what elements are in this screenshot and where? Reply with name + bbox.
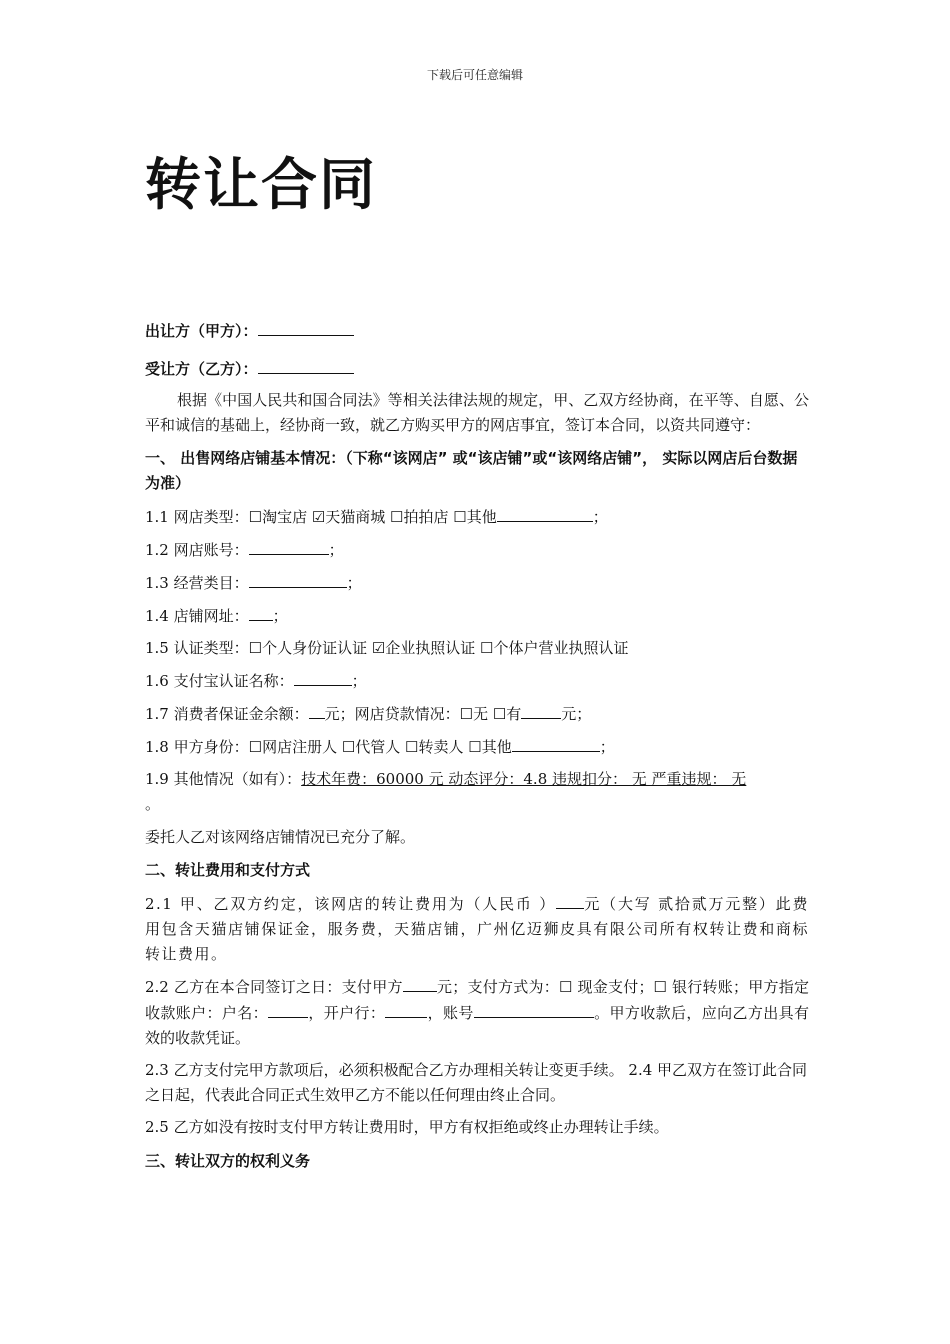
item-1-7 [145, 701, 809, 727]
item-1-4 [145, 603, 809, 629]
item-1-6-end: ； [351, 672, 367, 690]
item-1-9-details: 技术年费：60000 元 动态评分：4.8 违规扣分： 无 严重违规： 无 [301, 770, 747, 788]
clause-2-2-blank-b [268, 1000, 308, 1018]
item-1-7-blank-b [521, 701, 561, 719]
item-1-8 [145, 734, 809, 760]
item-1-7-text-c: 元； [561, 705, 592, 723]
item-1-1-text: 1.1 网店类型：☐淘宝店 ☑天猫商城 ☐拍拍店 ☐其他 [145, 508, 497, 526]
document-body [145, 318, 809, 1174]
item-1-8-end: ； [599, 738, 615, 756]
page-header: 下载后可任意编辑 [426, 68, 523, 82]
clause-2-2-text-a: 2.2 乙方在本合同签订之日：支付甲方 [145, 978, 403, 996]
document-title: 转让合同 [145, 153, 377, 218]
clause-2-2-text-b: 元；支付方式为：☐ 现金支付；☐ 银行转账；甲方指定收款账户：户名： [145, 978, 809, 1022]
item-1-2 [145, 537, 809, 563]
clause-2-2-text-d: ，账号 [427, 1004, 474, 1022]
item-1-9-label: 1.9 其他情况（如有）： [145, 770, 302, 788]
section-3-heading: 三、转让双方的权利义务 [145, 1152, 311, 1170]
clause-2-2-text-e: 。甲方收款后，应向乙方出具有效的收款凭证。 [145, 1004, 809, 1047]
clause-2-1-blank [556, 891, 584, 909]
item-1-7-text-b: 元；网店贷款情况：☐无 ☐有 [324, 705, 522, 723]
party-b-label: 受让方（乙方）： [145, 360, 258, 378]
item-1-6-text: 1.6 支付宝认证名称： [145, 672, 294, 690]
clause-2-5: 2.5 乙方如没有按时支付甲方转让费用时，甲方有权拒绝或终止办理转让手续。 [145, 1118, 669, 1136]
item-1-4-text: 1.4 店铺网址： [145, 607, 249, 625]
item-1-6-blank [294, 668, 352, 686]
clause-2-1-text-a: 2.1 甲、乙双方约定，该网店的转让费用为（人民币 ） [145, 895, 557, 913]
intro-paragraph: 根据《中国人民共和国合同法》等相关法律法规的规定，甲、乙双方经协商，在平等、自愿、公平和诚信的基础上，经协商一致，就乙方购买甲方的网店事宜，签订本合同，以资共同遵守： [145, 391, 809, 434]
item-1-5: 1.5 认证类型：☐个人身份证认证 ☑企业执照认证 ☐个体户营业执照认证 [145, 639, 629, 657]
clause-2-2-blank-a [403, 974, 437, 992]
item-1-3-end: ； [346, 574, 362, 592]
item-1-4-end: ； [272, 607, 288, 625]
item-1-8-blank [512, 734, 600, 752]
item-1-1-blank [497, 504, 593, 522]
entrust-statement: 委托人乙对该网络店铺情况已充分了解。 [145, 828, 416, 846]
item-1-2-blank [249, 537, 329, 555]
clause-2-1 [145, 891, 809, 967]
item-1-2-text: 1.2 网店账号： [145, 541, 249, 559]
item-1-7-text-a: 1.7 消费者保证金余额： [145, 705, 309, 723]
clause-2-2-blank-c [385, 1000, 427, 1018]
item-1-7-blank-a [309, 701, 325, 719]
section-2-heading: 二、转让费用和支付方式 [145, 861, 311, 879]
item-1-1-end: ； [592, 508, 608, 526]
clause-2-1-text-b: 元（大写 贰拾贰万元整）此费用包含天猫店铺保证金，服务费，天猫店铺，广州亿迈狮皮具有限公司所有权转让费和商标转让费用。 [145, 895, 809, 963]
party-a-label: 出让方（甲方）： [145, 322, 258, 340]
item-1-3 [145, 570, 809, 596]
item-1-3-blank [249, 570, 347, 588]
item-1-4-blank [249, 603, 273, 621]
item-1-1 [145, 504, 809, 530]
party-a-line [145, 318, 809, 344]
item-1-8-text: 1.8 甲方身份：☐网店注册人 ☐代管人 ☐转卖人 ☐其他 [145, 738, 512, 756]
section-1-heading: 一、 出售网络店铺基本情况：（下称“该网店” 或“该店铺”或“该网络店铺”， 实际以网店后台数据为准） [145, 449, 798, 492]
clause-2-2 [145, 974, 809, 1051]
item-1-9-end: 。 [145, 795, 161, 813]
item-1-6 [145, 668, 809, 694]
clause-2-2-text-c: ，开户行： [308, 1004, 386, 1022]
item-1-9 [145, 767, 809, 817]
party-b-blank [258, 356, 354, 374]
party-b-line [145, 356, 809, 382]
clause-2-3: 2.3 乙方支付完甲方款项后，必须积极配合乙方办理相关转让变更手续。 2.4 甲乙双方在签订此合同之日起，代表此合同正式生效甲乙方不能以任何理由终止合同。 [145, 1061, 808, 1104]
item-1-2-end: ； [328, 541, 344, 559]
party-a-blank [258, 318, 354, 336]
item-1-3-text: 1.3 经营类目： [145, 574, 249, 592]
clause-2-2-blank-d [474, 1000, 594, 1018]
